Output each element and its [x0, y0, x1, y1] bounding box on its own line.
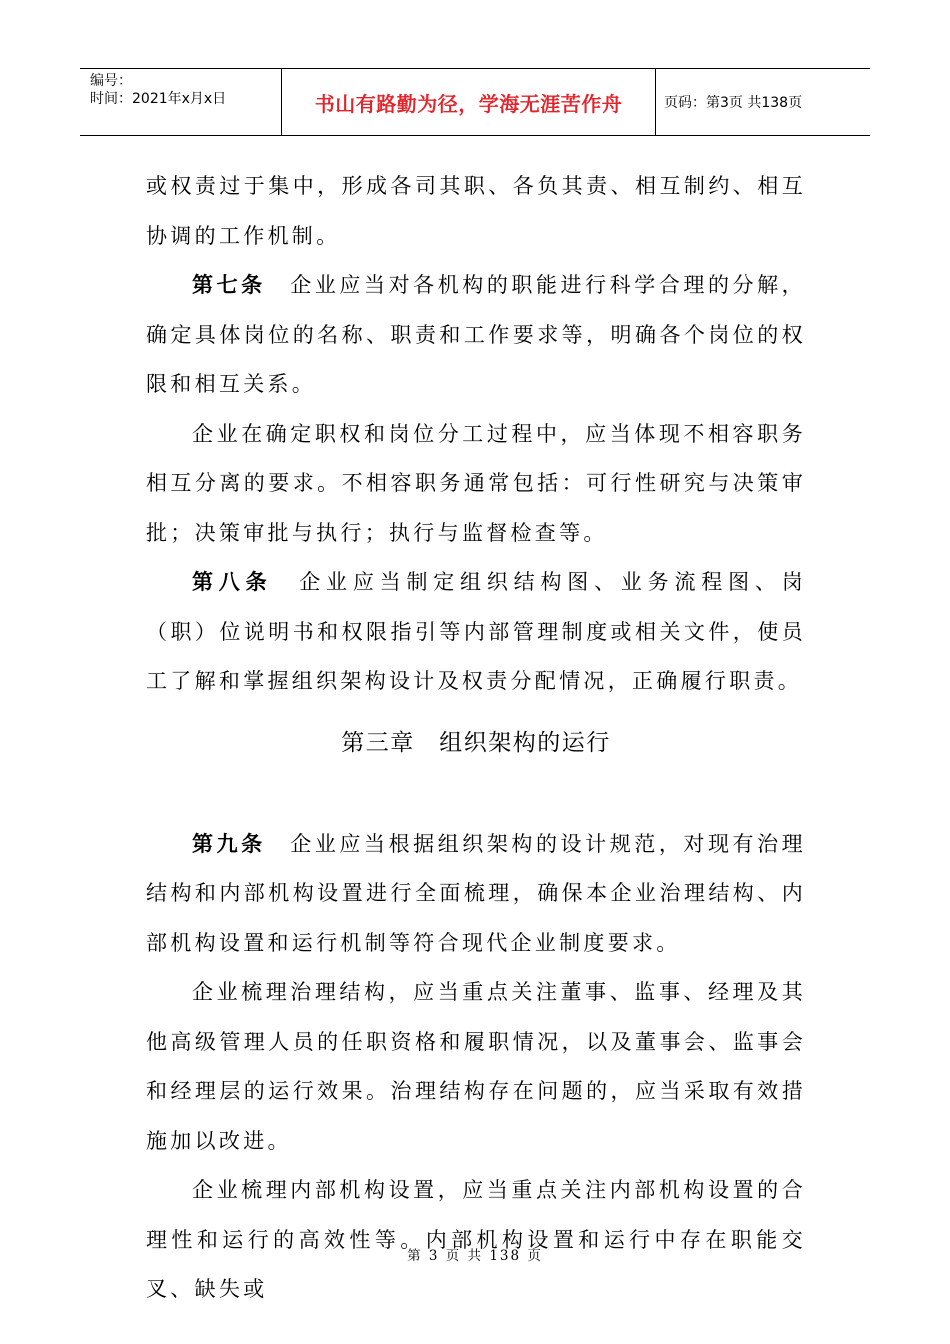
document-body [146, 162, 806, 1315]
article-7-text: 企业应当对各机构的职能进行科学合理的分解，确定具体岗位的名称、职责和工作要求等，明确各个岗位的权限和相互关系。 [146, 273, 806, 396]
article-9 [146, 820, 806, 969]
paragraph-internal-structure-review: 企业梳理内部机构设置，应当重点关注内部机构设置的合理性和运行的高效性等。内部机构设置和运行中存在职能交叉、缺失或 [146, 1178, 806, 1301]
page-footer: 第 3 页 共 138 页 [407, 1248, 543, 1264]
page-header [80, 68, 870, 136]
header-page-info [656, 69, 870, 135]
header-meta [80, 69, 282, 135]
article-9-label: 第九条 [192, 831, 266, 856]
article-8-label: 第八条 [192, 570, 273, 594]
article-9-text: 企业应当根据组织架构的设计规范，对现有治理结构和内部机构设置进行全面梳理，确保本企业治理结构、内部机构设置和运行机制等符合现代企业制度要求。 [146, 831, 806, 955]
header-motto-cell [282, 69, 656, 135]
chapter-title: 第三章 组织架构的运行 [341, 729, 611, 756]
article-7-label: 第七条 [192, 273, 266, 297]
header-motto: 书山有路勤为径，学海无涯苦作舟 [314, 91, 623, 116]
paragraph-continuation: 或权责过于集中，形成各司其职、各负其责、相互制约、相互协调的工作机制。 [146, 174, 806, 248]
article-8-text: 企业应当制定组织结构图、业务流程图、岗（职）位说明书和权限指引等内部管理制度或相关文件，使员工了解和掌握组织架构设计及权责分配情况，正确履行职责。 [146, 570, 806, 693]
article-7 [146, 261, 806, 410]
paragraph-governance-review: 企业梳理治理结构，应当重点关注董事、监事、经理及其他高级管理人员的任职资格和履职情况，以及董事会、监事会和经理层的运行效果。治理结构存在问题的，应当采取有效措施加以改进。 [146, 980, 806, 1153]
document-number-label: 编号： [90, 73, 132, 89]
document-date: 时间：2021年x月x日 [90, 91, 227, 107]
paragraph-incompatible-duties: 企业在确定职权和岗位分工过程中，应当体现不相容职务相互分离的要求。不相容职务通常包括：可行性研究与决策审批；决策审批与执行；执行与监督检查等。 [146, 421, 806, 545]
article-8 [146, 558, 806, 707]
header-page-number: 页码：第3页 共138页 [664, 95, 803, 111]
